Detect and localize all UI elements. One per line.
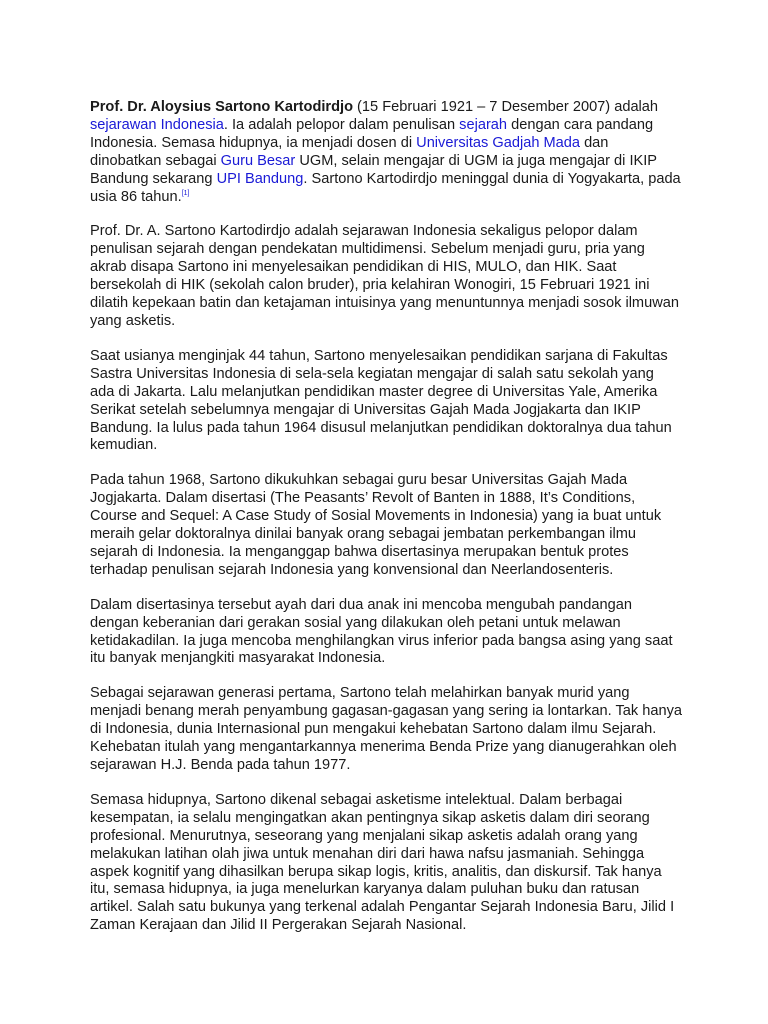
subject-name: Prof. Dr. Aloysius Sartono Kartodirdjo <box>90 99 353 115</box>
link-upi-bandung[interactable]: UPI Bandung <box>216 170 304 187</box>
article-body <box>90 99 682 952</box>
intro-text-1: (15 Februari 1921 – 7 Desember 2007) adalah <box>353 99 659 115</box>
intro-text-5: UGM, selain mengajar di UGM ia juga mengajar di IKIP Bandung sekarang <box>90 152 657 187</box>
paragraph-5: Dalam disertasinya tersebut ayah dari dua anak ini mencoba mengubah pandangan dengan keberanian dari gerakan sosial yang dilakukan oleh petani untuk melawan ketidakadilan. Ia juga mencoba menghilangkan virus inferior pada bangsa asing yang saat itu banyak menjangkiti masyarakat Indonesia. <box>90 596 673 667</box>
intro-text-3: dengan cara pandang Indonesia. Semasa hidupnya, ia menjadi dosen di <box>90 116 654 151</box>
intro-text-6: . Sartono Kartodirdjo meninggal dunia di Yogyakarta, pada usia 86 tahun. <box>90 170 681 205</box>
paragraph-4: Pada tahun 1968, Sartono dikukuhkan sebagai guru besar Universitas Gajah Mada Jogjakarta. Dalam disertasi (The Peasants’ Revolt of Banten in 1888, It’s Conditions, Course and Sequel: A Case Study of Sosial Movements in Indonesia) yang ia buat untuk meraih gelar doktoralnya dinilai banyak orang sebagai jembatan perkembangan ilmu sejarah di Indonesia. Ia menganggap bahwa disertasinya merupakan bentuk protes terhadap penulisan sejarah Indonesia yang konvensional dan Neerlandosenteris. <box>90 472 662 578</box>
paragraph-2: Prof. Dr. A. Sartono Kartodirdjo adalah sejarawan Indonesia sekaligus pelopor dalam penulisan sejarah dengan pendekatan multidimensi. Sebelum menjadi guru, pria yang akrab disapa Sartono ini menyelesaikan pendidikan di HIS, MULO, dan HIK. Saat bersekolah di HIK (sekolah calon bruder), pria kelahiran Wonogiri, 15 Februari 1921 ini dilatih kepekaan batin dan ketajaman intuisinya yang menuntunnya menjadi sosok ilmuwan yang asketis. <box>90 223 679 329</box>
paragraph-3: Saat usianya menginjak 44 tahun, Sartono menyelesaikan pendidikan sarjana di Fakultas Sastra Universitas Indonesia di sela-sela kegiatan mengajar di salah satu sekolah yang ada di Jakarta. Lalu melanjutkan pendidikan master degree di Universitas Yale, Amerika Serikat setelah sebelumnya mengajar di Universitas Gajah Mada Jogjakarta dan IKIP Bandung. Ia lulus pada tahun 1964 disusul melanjutkan pendidikan doktoralnya dua tahun kemudian. <box>90 347 672 454</box>
link-guru-besar[interactable]: Guru Besar <box>220 152 296 169</box>
reference-link[interactable]: [1] <box>181 189 190 197</box>
link-universitas-gadjah-mada[interactable]: Universitas Gadjah Mada <box>416 134 581 151</box>
link-sejarah[interactable]: sejarah <box>459 116 508 133</box>
link-sejarawan-indonesia[interactable]: sejarawan Indonesia <box>90 116 224 133</box>
paragraph-intro <box>90 99 682 206</box>
paragraph-6: Sebagai sejarawan generasi pertama, Sartono telah melahirkan banyak murid yang menjadi benang merah penyambung gagasan-gagasan yang sering ia lontarkan. Tak hanya di Indonesia, dunia Internasional pun mengakui kehebatan Sartono dalam ilmu Sejarah. Kehebatan itulah yang mengantarkannya menerima Benda Prize yang dianugerahkan oleh sejarawan H.J. Benda pada tahun 1977. <box>90 685 683 773</box>
intro-text-4: dan dinobatkan sebagai <box>90 134 609 169</box>
intro-text-2: . Ia adalah pelopor dalam penulisan <box>223 116 460 133</box>
paragraph-7: Semasa hidupnya, Sartono dikenal sebagai asketisme intelektual. Dalam berbagai kesempatan, ia selalu mengingatkan akan pentingnya sikap asketis dalam diri seorang profesional. Menurutnya, seseorang yang menjalani sikap asketis adalah orang yang melakukan latihan olah jiwa untuk menahan diri dari hawa nafsu jasmaniah. Sehingga aspek kognitif yang dihasilkan berupa sikap logis, kritis, analitis, dan diskursif. Tak hanya itu, semasa hidupnya, ia juga menelurkan karyanya dalam puluhan buku dan ratusan artikel. Salah satu bukunya yang terkenal adalah Pengantar Sejarah Indonesia Baru, Jilid I Zaman Kerajaan dan Jilid II Pergerakan Sejarah Nasional. <box>90 791 675 934</box>
